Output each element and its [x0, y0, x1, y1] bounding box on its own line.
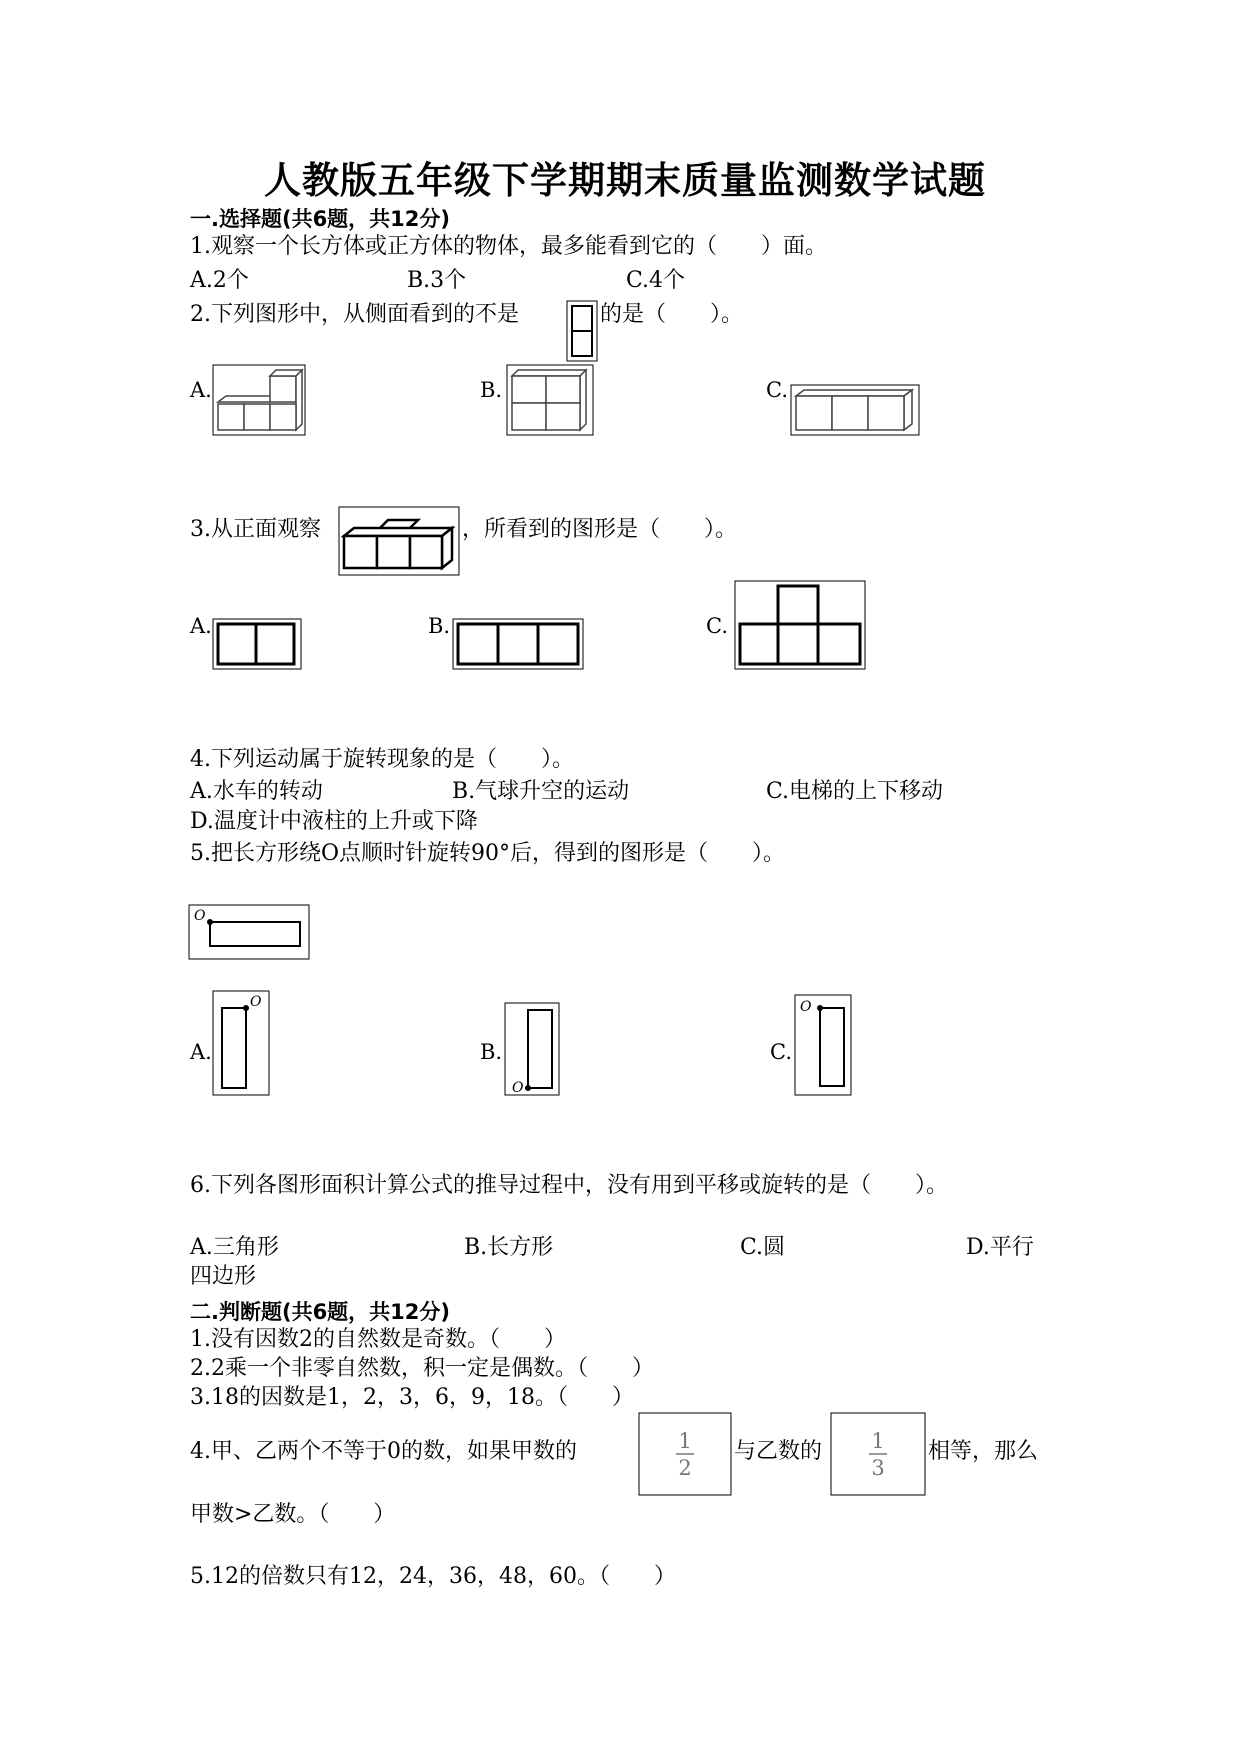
front-view-option-c — [734, 580, 866, 670]
option-c: C.电梯的上下移动 — [766, 779, 944, 804]
point-label-o: O — [800, 999, 812, 1015]
question-1-3-part2: ，所看到的图形是（ ）。 — [462, 517, 738, 542]
option-a: A. — [190, 614, 212, 638]
fraction-numerator: 1 — [678, 1429, 692, 1453]
option-b: B.气球升空的运动 — [452, 779, 630, 804]
option-b: B.长方形 — [464, 1235, 554, 1260]
point-label-o: O — [512, 1080, 524, 1096]
option-c: C. — [706, 614, 728, 638]
question-1-2-part1: 2.下列图形中，从侧面看到的不是 — [190, 302, 519, 327]
rotated-rectangle-option-c — [794, 994, 852, 1096]
option-a: A.三角形 — [190, 1235, 279, 1260]
question-1-4: 4.下列运动属于旋转现象的是（ ）。 — [190, 747, 574, 772]
rotated-rectangle-option-a — [212, 990, 270, 1096]
section-heading-judgement: 二.判断题(共6题，共12分) — [190, 1300, 451, 1324]
option-b: B. — [480, 378, 503, 402]
two-stacked-squares-figure — [566, 300, 598, 362]
cube-figure-a — [212, 364, 306, 436]
question-1-3-part1: 3.从正面观察 — [190, 517, 321, 542]
cube-figure-b — [506, 364, 594, 436]
judgement-4-line2: 甲数>乙数。（ ） — [190, 1502, 396, 1527]
rotated-rectangle-option-b — [504, 1002, 560, 1096]
option-b: B.3个 — [407, 268, 467, 293]
fraction-denominator: 2 — [678, 1456, 692, 1480]
option-b: B. — [428, 614, 451, 638]
option-c: C.圆 — [740, 1235, 786, 1260]
fraction-one-half — [638, 1412, 732, 1496]
question-1-2-part2: 的是（ ）。 — [600, 302, 744, 327]
front-view-option-a — [212, 618, 302, 670]
front-view-option-b — [452, 618, 584, 670]
option-d-wrap: 四边形 — [190, 1264, 257, 1289]
question-1-6: 6.下列各图形面积计算公式的推导过程中，没有用到平移或旋转的是（ ）。 — [190, 1173, 948, 1198]
question-1-1: 1.观察一个长方体或正方体的物体，最多能看到它的（ ）面。 — [190, 234, 827, 259]
fraction-denominator: 3 — [871, 1456, 885, 1480]
rectangle-with-point-o-figure — [188, 904, 310, 960]
judgement-4-part3: 相等，那么 — [928, 1439, 1039, 1464]
cubes-front-view-figure — [338, 506, 460, 576]
option-a: A.水车的转动 — [190, 779, 323, 804]
option-d: D.温度计中液柱的上升或下降 — [190, 809, 478, 834]
point-label-o: O — [194, 908, 206, 924]
judgement-4-part1: 4.甲、乙两个不等于0的数，如果甲数的 — [190, 1439, 577, 1464]
section-heading-choice: 一.选择题(共6题，共12分) — [190, 207, 451, 231]
question-1-5: 5.把长方形绕O点顺时针旋转90°后，得到的图形是（ ）。 — [190, 841, 786, 866]
option-a: A. — [190, 378, 212, 402]
fraction-one-third — [830, 1412, 926, 1496]
page-title: 人教版五年级下学期期末质量监测数学试题 — [264, 158, 986, 202]
fraction-numerator: 1 — [871, 1429, 885, 1453]
option-a: A. — [190, 1040, 212, 1064]
option-c: C. — [766, 378, 788, 402]
option-b: B. — [480, 1040, 503, 1064]
judgement-3: 3.18的因数是1，2，3，6，9，18。（ ） — [190, 1385, 634, 1410]
judgement-5: 5.12的倍数只有12，24，36，48，60。（ ） — [190, 1564, 676, 1589]
judgement-2: 2.2乘一个非零自然数，积一定是偶数。（ ） — [190, 1356, 654, 1381]
option-c: C. — [770, 1040, 792, 1064]
option-d: D.平行 — [966, 1235, 1034, 1260]
cube-figure-c — [790, 384, 920, 436]
option-a: A.2个 — [190, 268, 249, 293]
point-label-o: O — [250, 994, 262, 1010]
judgement-1: 1.没有因数2的自然数是奇数。（ ） — [190, 1327, 566, 1352]
judgement-4-part2: 与乙数的 — [734, 1439, 823, 1464]
option-c: C.4个 — [626, 268, 686, 293]
